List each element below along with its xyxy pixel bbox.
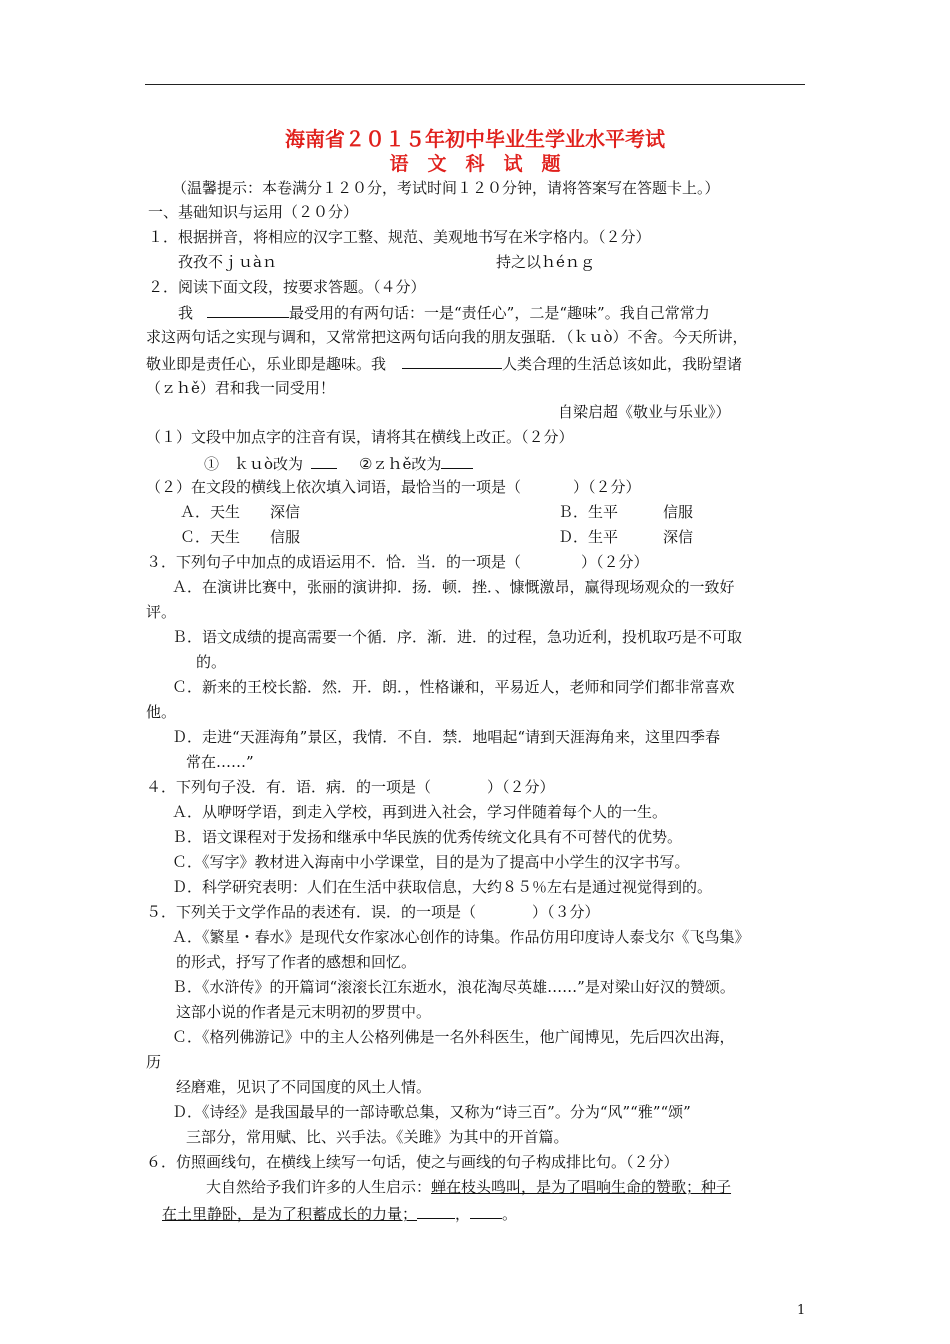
q6-stem: ６．仿照画线句，在横线上续写一句话，使之与画线的句子构成排比句。（２分）: [146, 1153, 679, 1171]
q1-stem: １．根据拼音，将相应的汉字工整、规范、美观地书写在米字格内。（２分）: [148, 228, 651, 246]
q4-option-c: Ｃ．《写字》教材进入海南中小学课堂，目的是为了提高中小学生的汉字书写。: [172, 853, 690, 871]
q2-sub2: （２）在文段的横线上依次填入词语，最恰当的一项是（: [146, 478, 522, 496]
q5-stem-end: ）（３分）: [532, 903, 600, 921]
q6-punct: 。: [502, 1205, 518, 1223]
q5-option-c-cont2: 经磨难，见识了不同国度的风土人情。: [176, 1078, 432, 1096]
q5-option-b-cont: 这部小说的作者是元末明初的罗贯中。: [176, 1003, 432, 1021]
q5-option-b: Ｂ．《水浒传》的开篇词“滚滚长江东逝水，浪花淘尽英雄……”是对梁山好汉的赞颂。: [172, 978, 735, 996]
q2-passage-text: 敬业即是责任心，乐业即是趣味。我: [146, 355, 387, 373]
q6-passage-text: 大自然给予我们许多的人生启示：: [206, 1178, 432, 1196]
q2-passage-line: [178, 301, 710, 323]
answer-blank[interactable]: [417, 1202, 455, 1219]
q2-sub1: （１）文段中加点字的注音有误，请将其在横线上改正。（２分）: [146, 428, 574, 446]
q6-passage-line: [162, 1202, 517, 1224]
q6-punct: ，: [455, 1205, 471, 1223]
q2-sub1-b: ②ｚｈě改为: [359, 455, 442, 473]
answer-blank[interactable]: [441, 452, 473, 469]
q2-option-c: Ｃ．天生 信服: [180, 528, 301, 546]
answer-blank[interactable]: [207, 301, 289, 318]
q2-passage-line: [146, 352, 742, 374]
q3-stem-end: ）（２分）: [581, 553, 649, 571]
q4-stem-end: ）（２分）: [487, 778, 555, 796]
q6-underlined-sentence: 在土里静卧，是为了积蓄成长的力量；: [162, 1205, 418, 1223]
q2-option-a: Ａ．天生 深信: [180, 503, 301, 521]
q4-option-a: Ａ．从咿呀学语，到走入学校，再到进入社会，学习伴随着每个人的一生。: [172, 803, 668, 821]
q3-stem-line: [146, 552, 649, 572]
q2-passage-text: 求这两句话之实现与调和，又常常把这两句话向我的朋友强聒．（ｋｕò）不舍。今天所讲，: [146, 328, 748, 346]
q1-item-a: 孜孜不ｊｕàｎ: [178, 253, 277, 271]
q2-passage-text: 我: [178, 304, 194, 322]
q3-option-d: Ｄ．走进“天涯海角”景区，我情．不自．禁．地唱起“请到天涯海角来，这里四季春: [172, 728, 721, 746]
subject-title: 语 文 科 试 题: [389, 153, 561, 175]
q6-underlined-sentence: 蝉在枝头鸣叫，是为了唱响生命的赞歌；种子: [431, 1178, 732, 1196]
q5-stem-line: [146, 902, 600, 922]
q2-sub2-end: ）（２分）: [573, 478, 641, 496]
q5-stem: ５．下列关于文学作品的表述有．误．的一项是（: [146, 903, 477, 921]
q5-option-a-cont: 的形式，抒写了作者的感想和回忆。: [176, 953, 417, 971]
q3-option-d-cont: 常在……”: [186, 753, 254, 771]
q2-passage-text: 最受用的有两句话：一是“责任心”，二是“趣味”。我自己常常力: [289, 304, 710, 322]
q3-option-c: Ｃ．新来的王校长豁．然．开．朗．，性格谦和，平易近人，老师和同学们都非常喜欢: [172, 678, 735, 696]
page-number: 1: [797, 1303, 806, 1318]
q3-option-b-cont: 的。: [196, 653, 227, 671]
q2-stem: ２．阅读下面文段，按要求答题。（４分）: [148, 278, 426, 296]
section-heading: 一、基础知识与运用（２０分）: [148, 203, 359, 221]
q5-option-c: Ｃ．《格列佛游记》中的主人公格列佛是一名外科医生，他广闻博见，先后四次出海，: [172, 1028, 735, 1046]
exam-tip: （温馨提示：本卷满分１２０分，考试时间１２０分钟，请将答案写在答题卡上。）: [172, 179, 720, 197]
q3-option-a: Ａ．在演讲比赛中，张丽的演讲抑．扬．顿．挫．、慷慨激昂，赢得现场观众的一致好: [172, 578, 735, 596]
q5-option-d: Ｄ．《诗经》是我国最早的一部诗歌总集，又称为“诗三百”。分为“风”“雅”“颂”: [172, 1103, 691, 1121]
q2-passage-text: （ｚｈě）君和我一同受用！: [146, 379, 335, 397]
q2-sub2-line: [146, 477, 641, 497]
q2-sub1-answers: [204, 452, 473, 474]
q2-passage-text: 人类合理的生活总该如此，我盼望诸: [502, 355, 743, 373]
q2-option-d: Ｄ．生平 深信: [558, 528, 694, 546]
header-rule: [145, 84, 805, 85]
q1-item-b: 持之以ｈéｎｇ: [496, 253, 595, 271]
q6-passage-line: [206, 1177, 731, 1197]
answer-blank[interactable]: [311, 452, 337, 469]
q4-option-d: Ｄ．科学研究表明：人们在生活中获取信息，大约８５％左右是通过视觉得到的。: [172, 878, 713, 896]
q4-stem-line: [146, 777, 555, 797]
q2-sub1-a: ① ｋｕò改为: [204, 455, 304, 473]
q4-option-b: Ｂ．语文课程对于发扬和继承中华民族的优秀传统文化具有不可替代的优势。: [172, 828, 683, 846]
answer-blank[interactable]: [402, 352, 502, 369]
q2-option-b: Ｂ．生平 信服: [558, 503, 694, 521]
q5-option-d-cont: 三部分，常用赋、比、兴手法。《关雎》为其中的开首篇。: [186, 1128, 569, 1146]
q5-option-c-cont: 历: [146, 1053, 162, 1071]
q5-option-a: Ａ．《繁星・春水》是现代女作家冰心创作的诗集。作品仿用印度诗人泰戈尔《飞鸟集》: [172, 928, 750, 946]
q3-option-c-cont: 他。: [146, 703, 177, 721]
q3-option-a-cont: 评。: [146, 603, 177, 621]
q2-source: 自梁启超《敬业与乐业》）: [558, 403, 731, 421]
answer-blank[interactable]: [470, 1202, 502, 1219]
exam-title: 海南省２０１５年初中毕业生学业水平考试: [285, 127, 665, 151]
q4-stem: ４．下列句子没．有．语．病．的一项是（: [146, 778, 432, 796]
q3-stem: ３．下列句子中加点的成语运用不．恰．当．的一项是（: [146, 553, 522, 571]
q3-option-b: Ｂ．语文成绩的提高需要一个循．序．渐．进．的过程，急功近利，投机取巧是不可取: [172, 628, 743, 646]
